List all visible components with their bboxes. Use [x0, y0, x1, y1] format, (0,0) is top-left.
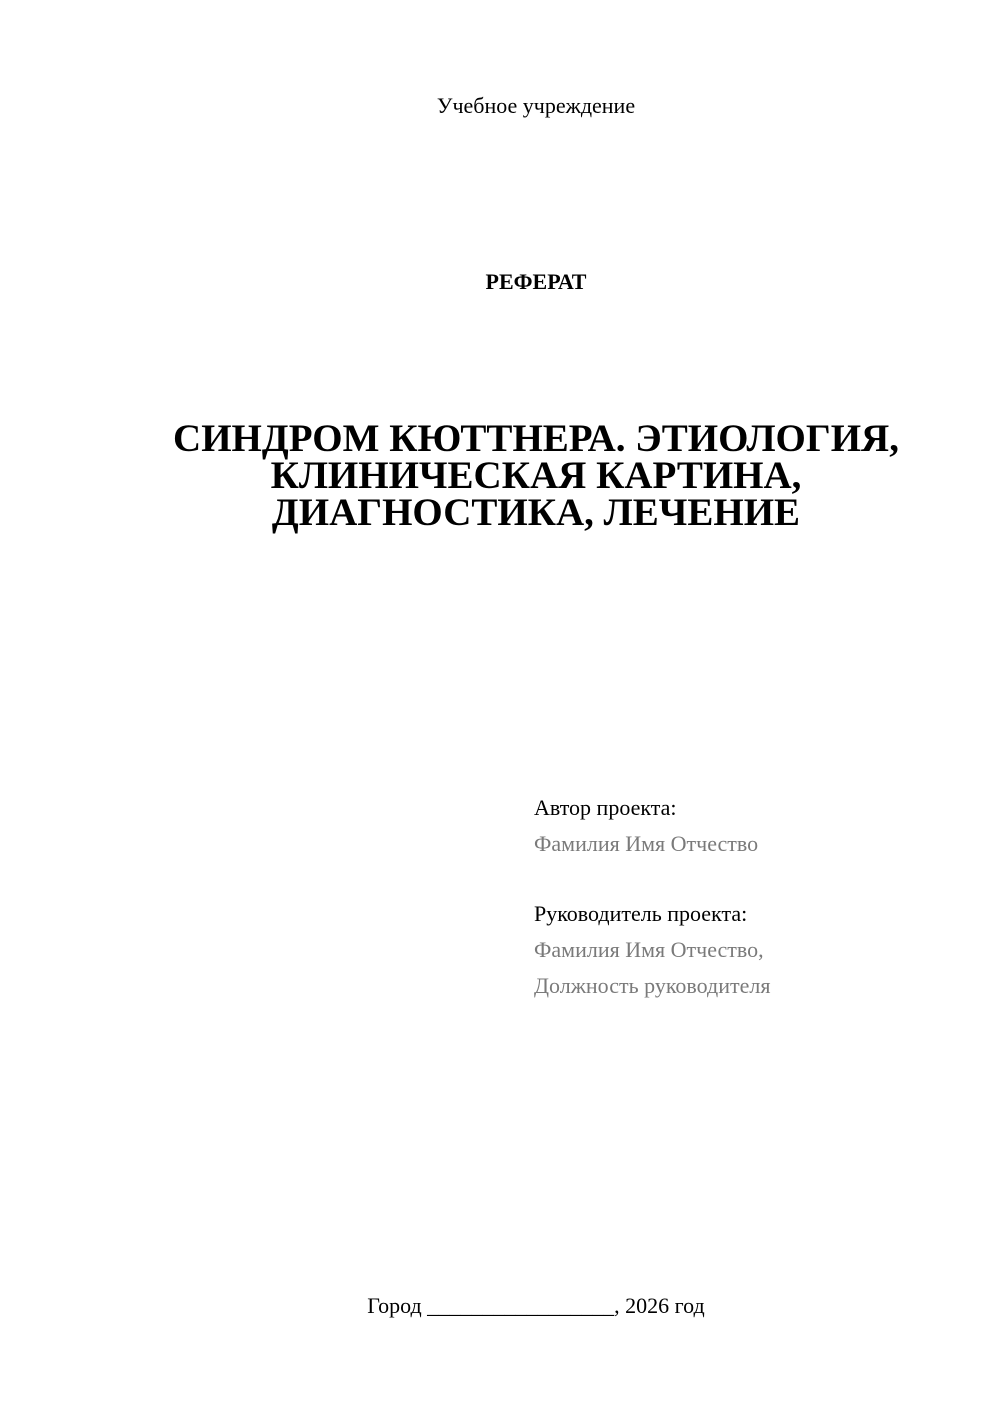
author-label: Автор проекта:: [534, 795, 677, 820]
supervisor-label: Руководитель проекта:: [534, 901, 748, 926]
document-type: РЕФЕРАТ: [485, 269, 587, 294]
title-line-3: ДИАГНОСТИКА, ЛЕЧЕНИЕ: [271, 491, 801, 534]
credits-block: [534, 790, 974, 1004]
city-year-line: Город _________________, 2026 год: [367, 1293, 705, 1318]
document-title: [170, 417, 902, 534]
title-line-1: СИНДРОМ КЮТТНЕРА. ЭТИОЛОГИЯ,: [173, 417, 899, 460]
institution-name: Учебное учреждение: [436, 93, 636, 118]
supervisor-position: Должность руководителя: [534, 973, 771, 998]
supervisor-name: Фамилия Имя Отчество,: [534, 937, 764, 962]
credits-spacer: [534, 862, 974, 896]
author-name: Фамилия Имя Отчество: [534, 831, 759, 856]
title-line-2: КЛИНИЧЕСКАЯ КАРТИНА,: [270, 454, 802, 497]
